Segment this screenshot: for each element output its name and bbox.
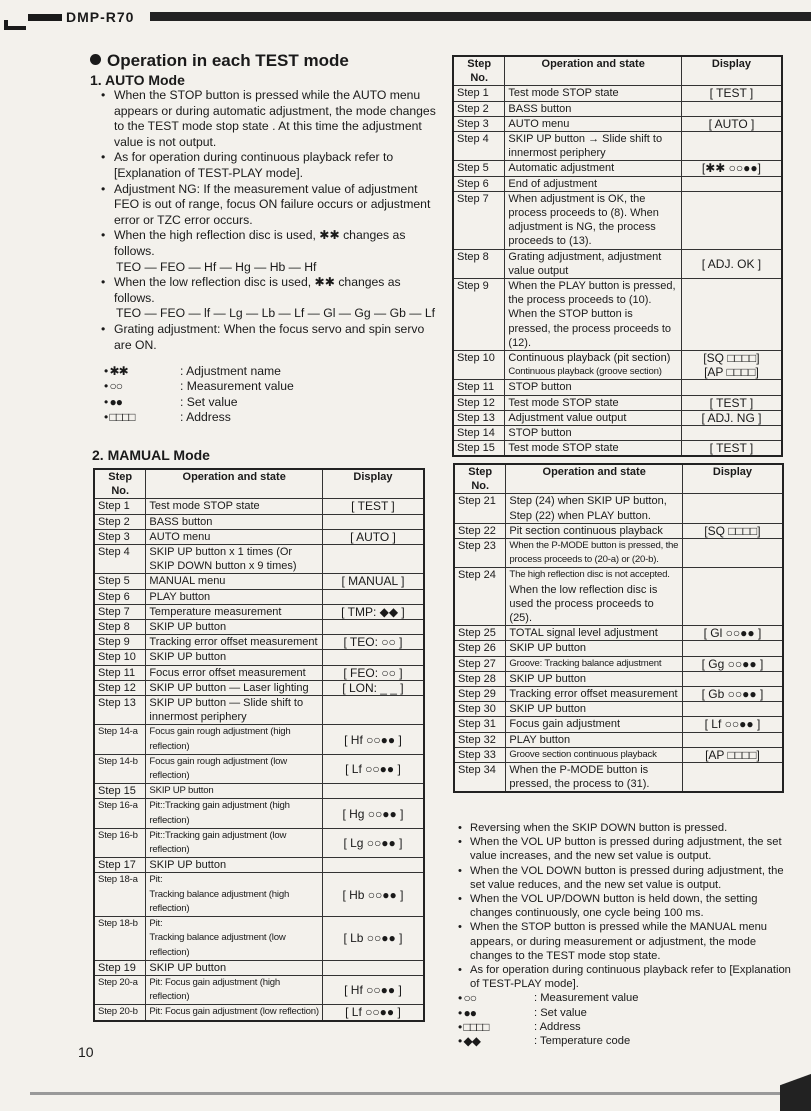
op-cell: When the P-MODE button is pressed, the process proceeds to (20-a) or (20-b). xyxy=(506,539,683,568)
display-cell: [ AUTO ] xyxy=(322,529,424,544)
legend-symbol: • ○○ xyxy=(104,379,180,394)
header-rule xyxy=(150,12,811,21)
display-cell: [ AUTO ] xyxy=(681,116,782,131)
step-cell: Step 13 xyxy=(453,410,505,425)
manual-note: • When the VOL UP/DOWN button is held down, the setting changes continuously, one cycle being 100 ms. xyxy=(458,892,791,920)
display-cell: [ ADJ. OK ] xyxy=(681,249,782,278)
table-row xyxy=(454,626,783,641)
table-row xyxy=(454,494,783,523)
legend-row xyxy=(104,410,294,425)
display-cell: [ TEO: ○○ ] xyxy=(322,635,424,650)
display-cell xyxy=(681,176,782,191)
legend-desc: : Measurement value xyxy=(534,992,639,1005)
table-row xyxy=(454,568,783,626)
page-number: 10 xyxy=(78,1044,94,1060)
display-cell: [AP □□□□] xyxy=(682,747,783,762)
model-name: DMP-R70 xyxy=(66,9,135,25)
display-cell: [ Lb ○○●● ] xyxy=(322,917,424,961)
op-cell: SKIP UP button → Slide shift to innermost periphery xyxy=(505,132,682,161)
display-cell xyxy=(681,351,782,380)
display-cell: [ TMP: ◆◆ ] xyxy=(322,604,424,619)
step-cell: Step 18-b xyxy=(94,917,146,961)
op-cell: Adjustment value output xyxy=(505,410,682,425)
display-cell xyxy=(682,494,783,523)
auto-mode-notes xyxy=(100,88,436,353)
op-cell: BASS button xyxy=(146,514,323,529)
op-cell: TOTAL signal level adjustment xyxy=(506,626,683,641)
legend-desc: : Address xyxy=(534,1020,581,1033)
display-cell xyxy=(322,960,424,975)
table-row xyxy=(454,687,783,702)
table-row xyxy=(94,514,424,529)
display-cell: [ Hf ○○●● ] xyxy=(322,975,424,1004)
table-row xyxy=(94,589,424,604)
table-row xyxy=(94,917,424,961)
step-cell: Step 27 xyxy=(454,656,506,671)
step-cell: Step 4 xyxy=(94,545,146,574)
table-row xyxy=(454,523,783,538)
table-row xyxy=(454,641,783,656)
col-operation: Operation and state xyxy=(505,56,682,86)
op-cell: Pit section continuous playback xyxy=(506,523,683,538)
table-row xyxy=(454,732,783,747)
step-cell: Step 20-b xyxy=(94,1005,146,1021)
step-cell: Step 12 xyxy=(94,680,146,695)
legend-desc: : Temperature code xyxy=(534,1035,631,1048)
display-cell: [SQ □□□□] xyxy=(682,523,783,538)
page-corner xyxy=(780,1060,811,1111)
table-row xyxy=(454,671,783,686)
display-cell xyxy=(681,380,782,395)
op-line: The high reflection disc is not accepted. xyxy=(509,569,670,581)
table-row xyxy=(94,604,424,619)
display-cell: [ TEST ] xyxy=(322,499,424,514)
display-line: [SQ □□□□] xyxy=(703,351,760,366)
step-cell: Step 22 xyxy=(454,523,506,538)
table-row xyxy=(94,499,424,514)
display-cell xyxy=(682,732,783,747)
display-cell xyxy=(682,641,783,656)
op-cell: When the P-MODE button is pressed, the process to (31). xyxy=(506,763,683,793)
op-cell: PLAY button xyxy=(506,732,683,747)
step-cell: Step 6 xyxy=(453,176,505,191)
table-row xyxy=(454,539,783,568)
op-cell: AUTO menu xyxy=(146,529,323,544)
table-row xyxy=(94,858,424,873)
op-cell: SKIP UP button xyxy=(506,702,683,717)
op-line: Pit: xyxy=(149,918,163,930)
op-cell: BASS button xyxy=(505,101,682,116)
step-cell: Step 28 xyxy=(454,671,506,686)
op-cell xyxy=(505,351,682,380)
header-left-bar xyxy=(28,14,62,21)
display-cell: [ Gg ○○●● ] xyxy=(682,656,783,671)
legend-desc: : Address xyxy=(180,410,231,425)
table-row xyxy=(94,696,424,725)
op-cell: Test mode STOP state xyxy=(146,499,323,514)
col-display: Display xyxy=(681,56,782,86)
col-step: Step No. xyxy=(94,469,146,499)
op-cell: When the PLAY button is pressed, the process proceeds to (10). When the STOP button is pressed, the process proceeds to (12). xyxy=(505,279,682,351)
display-cell: [ Lf ○○●● ] xyxy=(682,717,783,732)
display-cell: [ Gb ○○●● ] xyxy=(682,687,783,702)
table-row xyxy=(454,763,783,793)
op-cell xyxy=(146,917,323,961)
display-cell xyxy=(322,589,424,604)
step-cell: Step 2 xyxy=(453,101,505,116)
step-cell: Step 5 xyxy=(453,161,505,176)
auto-note-low-disc: • When the low reflection disc is used, ✱✱ changes as follows. xyxy=(100,275,436,306)
legend-desc: : Measurement value xyxy=(180,379,294,394)
step-cell: Step 16-a xyxy=(94,799,146,828)
legend-row xyxy=(458,1020,791,1034)
legend-symbol: • □□□□ xyxy=(458,1020,534,1034)
manual-note: • Reversing when the SKIP DOWN button is pressed. xyxy=(458,821,791,835)
auto-note-grating: • Grating adjustment: When the focus servo and spin servo are ON. xyxy=(100,322,436,353)
display-cell: [ TEST ] xyxy=(681,86,782,101)
step-cell: Step 8 xyxy=(94,620,146,635)
legend-desc: : Adjustment name xyxy=(180,364,281,378)
op-cell: Temperature measurement xyxy=(146,604,323,619)
title-bullet-icon xyxy=(90,54,101,65)
step-cell: Step 4 xyxy=(453,132,505,161)
display-cell xyxy=(322,620,424,635)
display-cell xyxy=(682,702,783,717)
op-cell: MANUAL menu xyxy=(146,574,323,589)
legend-symbol: • ◆◆ xyxy=(458,1034,534,1048)
step-cell: Step 1 xyxy=(453,86,505,101)
col-operation: Operation and state xyxy=(146,469,323,499)
manual-mode-table-right xyxy=(453,463,784,793)
display-cell xyxy=(322,696,424,725)
table-row xyxy=(453,161,782,176)
display-cell: [ Hb ○○●● ] xyxy=(322,873,424,917)
page-title xyxy=(90,51,349,71)
auto-note-ng: • Adjustment NG: If the measurement value of adjustment FEO is out of range, focus ON failure occurs or adjustment error or TZC error occurs. xyxy=(100,182,436,229)
legend-row xyxy=(458,991,791,1005)
step-cell: Step 15 xyxy=(453,441,505,457)
display-cell xyxy=(681,426,782,441)
manual-note: • When the VOL DOWN button is pressed during adjustment, the set value reduces, and the new set value is output. xyxy=(458,864,791,892)
table-row xyxy=(94,873,424,917)
table-row xyxy=(94,975,424,1004)
op-cell: SKIP UP button — Laser lighting xyxy=(146,680,323,695)
display-cell xyxy=(322,514,424,529)
display-cell: [ Gl ○○●● ] xyxy=(682,626,783,641)
step-cell: Step 32 xyxy=(454,732,506,747)
op-cell: Tracking error offset measurement xyxy=(146,635,323,650)
step-cell: Step 26 xyxy=(454,641,506,656)
step-cell: Step 33 xyxy=(454,747,506,762)
op-cell: SKIP UP button xyxy=(146,650,323,665)
display-cell xyxy=(682,763,783,793)
op-line: Tracking balance adjustment (low reflection) xyxy=(149,932,286,958)
op-cell xyxy=(146,873,323,917)
step-cell: Step 18-a xyxy=(94,873,146,917)
table-row xyxy=(94,635,424,650)
display-cell xyxy=(322,650,424,665)
step-cell: Step 24 xyxy=(454,568,506,626)
table-row xyxy=(94,828,424,857)
table-row xyxy=(453,380,782,395)
step-cell: Step 25 xyxy=(454,626,506,641)
op-cell: SKIP UP button xyxy=(146,620,323,635)
op-cell: STOP button xyxy=(505,380,682,395)
table-row xyxy=(453,86,782,101)
op-cell: Grating adjustment, adjustment value output xyxy=(505,249,682,278)
auto-note-stop: • When the STOP button is pressed while the AUTO menu appears or during automatic adjustment, the mode changes to the TEST mode stop state . At this time the adjustment value is not output. xyxy=(100,88,436,150)
table-row xyxy=(453,395,782,410)
op-cell: Pit::Tracking gain adjustment (high reflection) xyxy=(146,799,323,828)
display-cell xyxy=(681,191,782,249)
op-cell: SKIP UP button xyxy=(146,858,323,873)
table-row xyxy=(94,574,424,589)
step-cell: Step 31 xyxy=(454,717,506,732)
manual-mode-heading: 2. MAMUAL Mode xyxy=(92,447,210,463)
display-cell xyxy=(682,671,783,686)
table-row xyxy=(94,650,424,665)
display-cell: [ FEO: ○○ ] xyxy=(322,665,424,680)
legend-row xyxy=(104,395,294,410)
step-cell: Step 10 xyxy=(94,650,146,665)
table-row xyxy=(94,665,424,680)
op-line: Tracking balance adjustment (high reflection) xyxy=(149,888,290,914)
op-cell: Automatic adjustment xyxy=(505,161,682,176)
table-row xyxy=(453,426,782,441)
op-cell: PLAY button xyxy=(146,589,323,604)
high-disc-sequence: TEO — FEO — Hf — Hg — Hb — Hf xyxy=(116,259,317,274)
step-cell: Step 21 xyxy=(454,494,506,523)
manual-note: • When the VOL UP button is pressed during adjustment, the set value increases, and the new set value is output. xyxy=(458,835,791,863)
manual-mode-table-left xyxy=(93,468,425,1022)
op-cell: Focus gain adjustment xyxy=(506,717,683,732)
display-cell xyxy=(322,545,424,574)
display-cell xyxy=(681,279,782,351)
step-cell: Step 3 xyxy=(94,529,146,544)
step-cell: Step 9 xyxy=(94,635,146,650)
display-cell xyxy=(322,784,424,799)
display-cell: [ ADJ. NG ] xyxy=(681,410,782,425)
display-cell xyxy=(322,858,424,873)
table-row xyxy=(453,410,782,425)
op-cell: Step (24) when SKIP UP button, Step (22) when PLAY button. xyxy=(506,494,683,523)
table-row xyxy=(454,747,783,762)
auto-legend xyxy=(104,364,294,426)
op-cell: Focus gain rough adjustment (low reflection) xyxy=(146,754,323,783)
step-cell: Step 3 xyxy=(453,116,505,131)
table-row xyxy=(454,717,783,732)
display-line: [AP □□□□] xyxy=(704,365,759,380)
step-cell: Step 14-a xyxy=(94,725,146,754)
legend-row xyxy=(458,1006,791,1020)
table-row xyxy=(94,799,424,828)
table-row xyxy=(94,725,424,754)
op-cell: Test mode STOP state xyxy=(505,86,682,101)
table-row xyxy=(453,279,782,351)
step-cell: Step 9 xyxy=(453,279,505,351)
table-row xyxy=(454,702,783,717)
step-cell: Step 5 xyxy=(94,574,146,589)
display-cell: [ MANUAL ] xyxy=(322,574,424,589)
op-cell: Test mode STOP state xyxy=(505,441,682,457)
op-cell: Groove section continuous playback xyxy=(506,747,683,762)
display-cell: [ LON: _ _ ] xyxy=(322,680,424,695)
table-header-row xyxy=(94,469,424,499)
table-row xyxy=(94,529,424,544)
op-cell: Groove: Tracking balance adjustment xyxy=(506,656,683,671)
col-display: Display xyxy=(682,464,783,494)
table-header-row xyxy=(453,56,782,86)
table-row xyxy=(94,1005,424,1021)
step-cell: Step 7 xyxy=(453,191,505,249)
display-cell xyxy=(682,539,783,568)
footer-rule xyxy=(30,1092,811,1095)
step-cell: Step 6 xyxy=(94,589,146,604)
op-cell: Focus error offset measurement xyxy=(146,665,323,680)
op-cell: Test mode STOP state xyxy=(505,395,682,410)
step-cell: Step 29 xyxy=(454,687,506,702)
legend-symbol: • ○○ xyxy=(458,991,534,1005)
col-operation: Operation and state xyxy=(506,464,683,494)
op-cell: Pit::Tracking gain adjustment (low reflection) xyxy=(146,828,323,857)
step-cell: Step 15 xyxy=(94,784,146,799)
step-cell: Step 14-b xyxy=(94,754,146,783)
col-display: Display xyxy=(322,469,424,499)
step-cell: Step 23 xyxy=(454,539,506,568)
table-row xyxy=(453,116,782,131)
op-cell: STOP button xyxy=(505,426,682,441)
table-header-row xyxy=(454,464,783,494)
table-row xyxy=(94,545,424,574)
op-cell: When adjustment is OK, the process proceeds to (8). When adjustment is NG, the process proceeds to (13). xyxy=(505,191,682,249)
op-cell: SKIP UP button xyxy=(146,960,323,975)
legend-symbol: • □□□□ xyxy=(104,410,180,425)
legend-symbol: • ●● xyxy=(458,1006,534,1020)
manual-mode-notes xyxy=(458,821,791,1048)
manual-legend xyxy=(458,991,791,1048)
step-cell: Step 10 xyxy=(453,351,505,380)
manual-note: • When the STOP button is pressed while the MANUAL menu appears, or during measurement or adjustment, the mode changes to the TEST mode stop state. xyxy=(458,920,791,963)
table-row xyxy=(453,191,782,249)
display-cell xyxy=(681,132,782,161)
op-line: When the low reflection disc is used the process proceeds to (25). xyxy=(509,583,658,625)
table-row xyxy=(453,351,782,380)
table-row xyxy=(94,960,424,975)
table-row xyxy=(94,754,424,783)
legend-row xyxy=(104,364,294,379)
step-cell: Step 1 xyxy=(94,499,146,514)
step-cell: Step 17 xyxy=(94,858,146,873)
table-row xyxy=(453,132,782,161)
legend-symbol: • ●● xyxy=(104,395,180,410)
display-cell: [✱✱ ○○●●] xyxy=(681,161,782,176)
display-cell xyxy=(681,101,782,116)
step-cell: Step 19 xyxy=(94,960,146,975)
display-cell xyxy=(682,568,783,626)
table-row xyxy=(94,784,424,799)
auto-note-high-disc: • When the high reflection disc is used, ✱✱ changes as follows. xyxy=(100,228,436,259)
op-line: Pit: xyxy=(149,874,163,886)
op-cell: SKIP UP button — Slide shift to innermost periphery xyxy=(146,696,323,725)
table-row xyxy=(453,441,782,457)
op-cell: SKIP UP button xyxy=(146,784,323,799)
step-cell: Step 14 xyxy=(453,426,505,441)
op-cell: Pit: Focus gain adjustment (low reflection) xyxy=(146,1005,323,1021)
display-cell: [ Lf ○○●● ] xyxy=(322,754,424,783)
table-row xyxy=(94,680,424,695)
op-cell: End of adjustment xyxy=(505,176,682,191)
legend-row xyxy=(458,1034,791,1048)
display-cell: [ Lf ○○●● ] xyxy=(322,1005,424,1021)
op-cell: AUTO menu xyxy=(505,116,682,131)
manual-note: • As for operation during continuous playback refer to [Explanation of TEST-PLAY mode]. xyxy=(458,963,791,991)
table-row xyxy=(94,620,424,635)
op-cell: SKIP UP button xyxy=(506,671,683,686)
low-disc-sequence: TEO — FEO — lf — Lg — Lb — Lf — Gl — Gg — Gb — Lf xyxy=(116,306,435,321)
legend-desc: : Set value xyxy=(180,394,238,409)
step-cell: Step 7 xyxy=(94,604,146,619)
op-cell: Focus gain rough adjustment (high reflection) xyxy=(146,725,323,754)
legend-row xyxy=(104,379,294,394)
table-row xyxy=(453,101,782,116)
col-step: Step No. xyxy=(454,464,506,494)
table-row xyxy=(453,176,782,191)
display-cell: [ TEST ] xyxy=(681,395,782,410)
op-cell: Pit: Focus gain adjustment (high reflection) xyxy=(146,975,323,1004)
step-cell: Step 20-a xyxy=(94,975,146,1004)
op-cell: Tracking error offset measurement xyxy=(506,687,683,702)
auto-mode-table xyxy=(452,55,783,457)
op-cell: SKIP UP button x 1 times (Or SKIP DOWN button x 9 times) xyxy=(146,545,323,574)
legend-symbol: • ✱✱ xyxy=(104,364,180,379)
auto-note-playback: • As for operation during continuous playback refer to [Explanation of TEST-PLAY mode]. xyxy=(100,150,436,181)
step-cell: Step 16-b xyxy=(94,828,146,857)
display-cell: [ Hf ○○●● ] xyxy=(322,725,424,754)
auto-mode-heading: 1. AUTO Mode xyxy=(90,72,185,88)
step-cell: Step 8 xyxy=(453,249,505,278)
display-cell: [ TEST ] xyxy=(681,441,782,457)
step-cell: Step 11 xyxy=(94,665,146,680)
step-cell: Step 30 xyxy=(454,702,506,717)
op-cell: SKIP UP button xyxy=(506,641,683,656)
display-cell: [ Hg ○○●● ] xyxy=(322,799,424,828)
legend-desc: : Set value xyxy=(534,1006,587,1019)
page-title-text: Operation in each TEST mode xyxy=(107,51,349,70)
col-step: Step No. xyxy=(453,56,505,86)
display-cell: [ Lg ○○●● ] xyxy=(322,828,424,857)
table-row xyxy=(454,656,783,671)
step-cell: Step 2 xyxy=(94,514,146,529)
op-cell xyxy=(506,568,683,626)
step-cell: Step 13 xyxy=(94,696,146,725)
op-line: Continuous playback (groove section) xyxy=(508,366,662,378)
op-line: Continuous playback (pit section) xyxy=(508,352,671,365)
step-cell: Step 11 xyxy=(453,380,505,395)
header-mark-foot xyxy=(4,26,26,30)
table-row xyxy=(453,249,782,278)
step-cell: Step 34 xyxy=(454,763,506,793)
step-cell: Step 12 xyxy=(453,395,505,410)
